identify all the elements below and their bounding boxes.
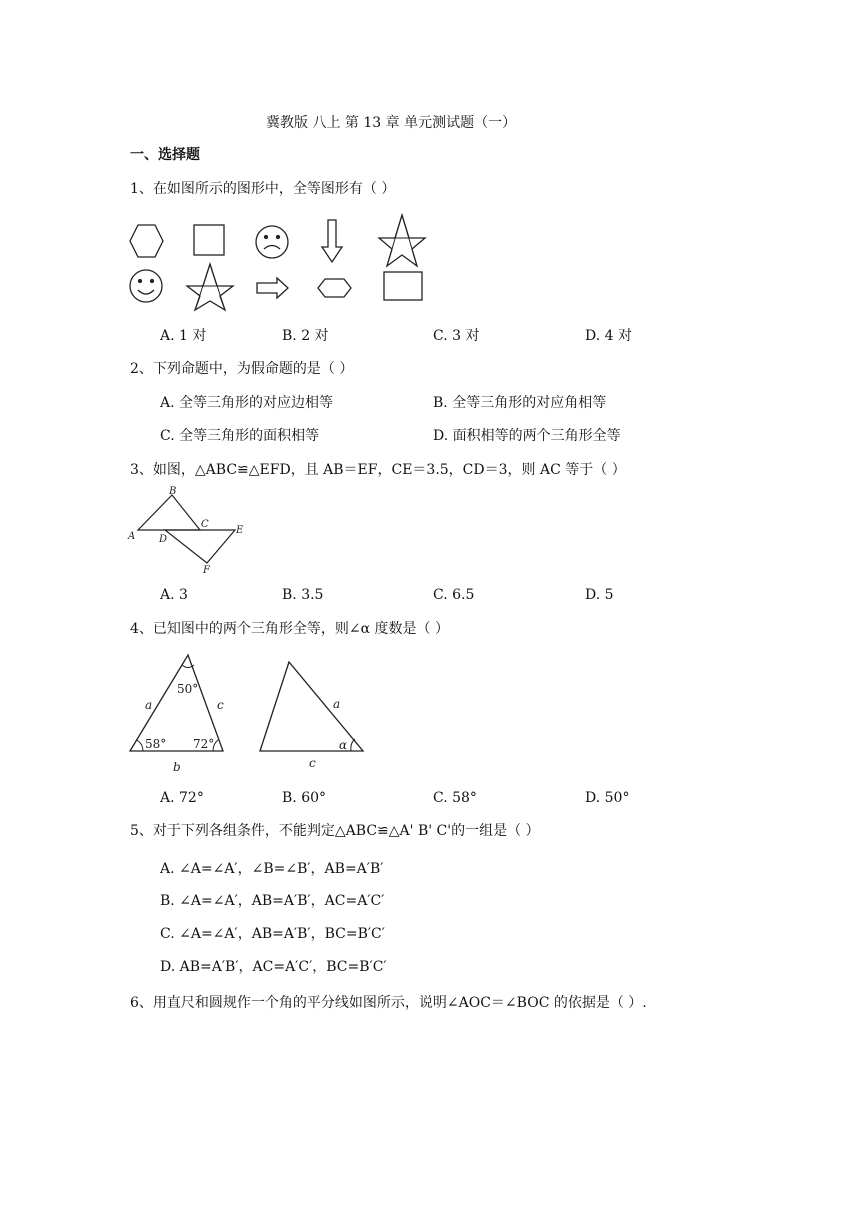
question-3-figure (125, 485, 250, 575)
question-3-option-a[interactable]: A. 3 (160, 587, 188, 603)
question-4-stem: 4、已知图中的两个三角形全等，则∠α 度数是（ ） (130, 621, 449, 637)
down-arrow-shape (322, 220, 342, 262)
question-1-stem: 1、在如图所示的图形中，全等图形有（ ） (130, 181, 396, 197)
question-1-option-b[interactable]: B. 2 对 (282, 328, 329, 344)
question-4-option-d[interactable]: D. 50° (585, 790, 630, 806)
side-label-c-2: c (309, 756, 316, 770)
question-3-option-c[interactable]: C. 6.5 (433, 587, 475, 603)
hexagon-shape (130, 225, 163, 257)
question-4-option-b[interactable]: B. 60° (282, 790, 327, 806)
question-1-option-c[interactable]: C. 3 对 (433, 328, 480, 344)
side-label-a-2: a (333, 697, 341, 711)
question-5-stem: 5、对于下列各组条件，不能判定△ABC≌△A' B' C'的一组是（ ） (130, 823, 540, 839)
page-title: 冀教版 八上 第 13 章 单元测试题（一） (266, 115, 517, 131)
star-shape (187, 264, 233, 310)
question-4-option-c[interactable]: C. 58° (433, 790, 477, 806)
section-heading: 一、选择题 (130, 147, 200, 163)
question-5-option-b[interactable]: B. ∠A=∠A′，AB=A′B′，AC=A′C′ (160, 893, 385, 909)
question-4-option-a[interactable]: A. 72° (160, 790, 204, 806)
label-a: A (128, 531, 136, 542)
question-5-option-c[interactable]: C. ∠A=∠A′，AB=A′B′，BC=B′C′ (160, 926, 385, 942)
angle-label-top: 50° (177, 682, 199, 696)
smiley-face-shape (130, 270, 162, 302)
question-1-option-a[interactable]: A. 1 对 (160, 328, 207, 344)
label-d: D (159, 534, 168, 545)
alpha-label: α (339, 738, 348, 752)
angle-label-left: 58° (145, 737, 167, 751)
side-label-c: c (217, 698, 224, 712)
question-5-option-d[interactable]: D. AB=A′B′，AC=A′C′，BC=B′C′ (160, 959, 387, 975)
question-2-option-d[interactable]: D. 面积相等的两个三角形全等 (433, 428, 621, 444)
question-2-option-c[interactable]: C. 全等三角形的面积相等 (160, 428, 320, 444)
question-3-stem: 3、如图，△ABC≌△EFD，且 AB＝EF，CE＝3.5，CD＝3，则 AC 等于（ ） (130, 462, 626, 478)
side-label-b: b (173, 760, 181, 774)
question-3-option-d[interactable]: D. 5 (585, 587, 614, 603)
right-arrow-shape (257, 278, 288, 298)
question-4-figure (125, 650, 370, 775)
smiley-face-shape (256, 226, 288, 258)
angle-label-right: 72° (193, 737, 215, 751)
question-5-option-a[interactable]: A. ∠A=∠A′，∠B=∠B′，AB=A′B′ (160, 861, 384, 877)
side-label-a: a (145, 698, 153, 712)
star-shape (379, 215, 425, 266)
label-e: E (236, 525, 244, 536)
question-2-option-b[interactable]: B. 全等三角形的对应角相等 (433, 395, 607, 411)
question-2-option-a[interactable]: A. 全等三角形的对应边相等 (160, 395, 334, 411)
rectangle-shape (384, 272, 422, 300)
question-2-stem: 2、下列命题中，为假命题的是（ ） (130, 361, 354, 377)
flat-hexagon-shape (318, 279, 351, 297)
label-f: F (203, 565, 210, 576)
label-b: B (169, 486, 177, 497)
question-3-option-b[interactable]: B. 3.5 (282, 587, 324, 603)
square-shape (194, 225, 224, 255)
question-1-option-d[interactable]: D. 4 对 (585, 328, 632, 344)
label-c: C (201, 519, 209, 530)
question-1-figure (125, 212, 445, 312)
question-6-stem: 6、用直尺和圆规作一个角的平分线如图所示，说明∠AOC＝∠BOC 的依据是（ ）. (130, 995, 647, 1011)
